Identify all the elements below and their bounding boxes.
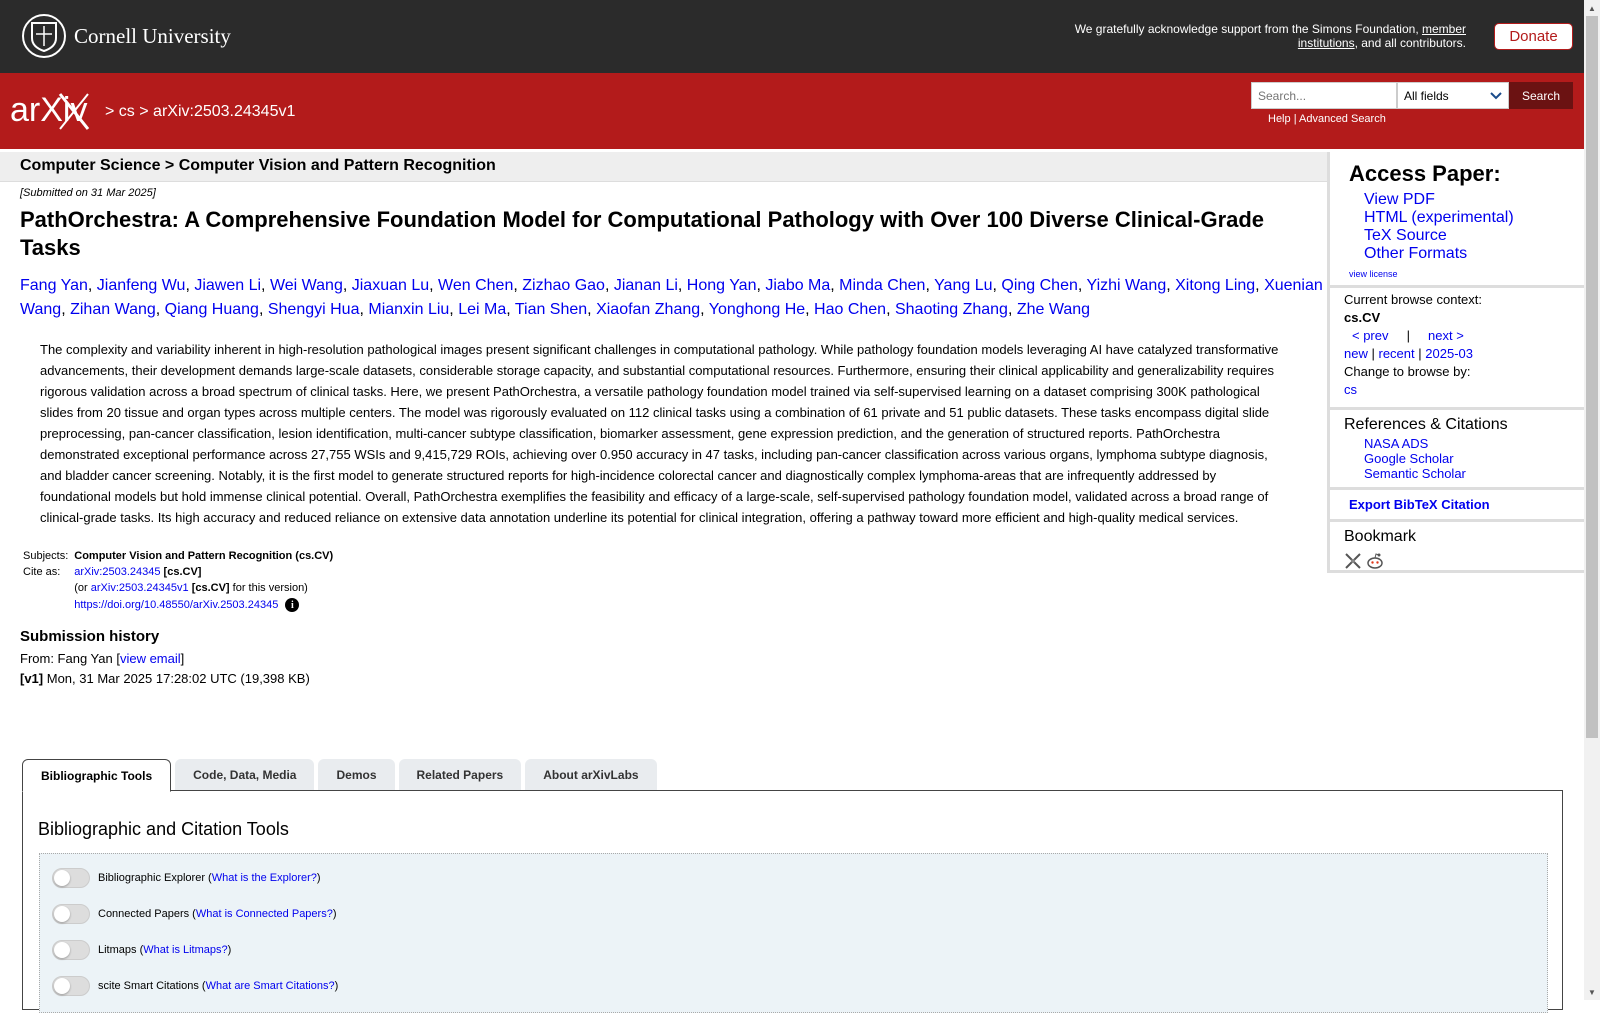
- author-link[interactable]: Shengyi Hua: [267, 301, 360, 318]
- chevron-down-icon: [1490, 89, 1502, 103]
- browse-cs-link[interactable]: cs: [1344, 382, 1357, 397]
- scroll-down-arrow-icon[interactable]: ▼: [1588, 987, 1596, 997]
- metadata-table: Subjects: Computer Vision and Pattern Recognition (cs.CV) Cite as: arXiv:2503.24345 [cs.CV] (or arXiv:2503.24345v1 [cs.CV] for this version) https://doi.org/10.48550/arXiv.2503.24345 i: [20, 548, 336, 614]
- scroll-up-arrow-icon[interactable]: ▲: [1588, 3, 1596, 13]
- author-link[interactable]: Zhe Wang: [1016, 301, 1091, 318]
- author-link[interactable]: Xuenian Wang: [20, 277, 1323, 318]
- author-link[interactable]: Yizhi Wang: [1086, 277, 1167, 294]
- tool-explorer: Bibliographic Explorer ( What is the Explorer? ): [52, 868, 321, 888]
- scroll-thumb[interactable]: [1586, 16, 1598, 738]
- explorer-info-link[interactable]: What is the Explorer?: [211, 872, 317, 884]
- cornell-logo[interactable]: [22, 14, 231, 58]
- author-link[interactable]: Jianfeng Wu: [96, 277, 186, 294]
- author-link[interactable]: Hong Yan: [686, 277, 757, 294]
- new-link[interactable]: new: [1344, 346, 1368, 361]
- bookmark-section: [1330, 522, 1584, 579]
- tool-scite: scite Smart Citations ( What are Smart Citations? ): [52, 976, 338, 996]
- browse-context-section: Current browse context: cs.CV < prev | next > new | recent | 2025-03 Change to browse by: cs: [1330, 288, 1584, 410]
- cornell-name: Cornell University: [74, 23, 231, 48]
- cite-version-link[interactable]: arXiv:2503.24345v1: [90, 582, 189, 594]
- refs-heading: References & Citations: [1344, 416, 1508, 433]
- tools-box: [39, 853, 1548, 1013]
- advanced-search-link[interactable]: Advanced Search: [1299, 113, 1386, 125]
- author-link[interactable]: Tian Shen: [514, 301, 588, 318]
- prev-link[interactable]: < prev: [1352, 328, 1389, 343]
- access-heading: Access Paper:: [1349, 161, 1501, 186]
- tab-related-papers[interactable]: Related Papers: [399, 759, 522, 790]
- author-link[interactable]: Jianan Li: [613, 277, 678, 294]
- tool-litmaps: Litmaps ( What is Litmaps? ): [52, 940, 231, 960]
- search-input[interactable]: [1251, 82, 1397, 109]
- author-link[interactable]: Shaoting Zhang: [894, 301, 1008, 318]
- help-links: Help | Advanced Search: [1268, 113, 1386, 125]
- author-link[interactable]: Minda Chen: [839, 277, 926, 294]
- cite-label: Cite as:: [23, 566, 61, 578]
- help-link[interactable]: Help: [1268, 113, 1291, 125]
- institution-bar: [0, 0, 1584, 73]
- references-section: [1330, 410, 1584, 490]
- scite-info-link[interactable]: What are Smart Citations?: [205, 980, 335, 992]
- breadcrumb-paper-id: arXiv:2503.24345v1: [153, 103, 296, 120]
- author-link[interactable]: Zizhao Gao: [522, 277, 605, 294]
- submission-date: [Submitted on 31 Mar 2025]: [20, 187, 156, 199]
- author-link[interactable]: Wei Wang: [269, 277, 343, 294]
- cite-link[interactable]: arXiv:2503.24345: [74, 566, 161, 578]
- view-pdf-link[interactable]: View PDF: [1364, 191, 1435, 208]
- author-link[interactable]: Yonghong He: [708, 301, 806, 318]
- breadcrumb-cs[interactable]: cs: [118, 103, 135, 120]
- tool-connected-papers: Connected Papers ( What is Connected Papers? ): [52, 904, 337, 924]
- breadcrumb: > cs > arXiv:2503.24345v1: [105, 103, 296, 120]
- arxiv-header: [0, 73, 1584, 149]
- author-link[interactable]: Lei Ma: [458, 301, 507, 318]
- tab-code-data-media[interactable]: Code, Data, Media: [175, 759, 314, 790]
- html-link[interactable]: HTML (experimental): [1364, 209, 1514, 226]
- connected-papers-toggle[interactable]: [52, 904, 90, 924]
- paper-main: [20, 186, 1323, 689]
- author-link[interactable]: Xitong Ling: [1175, 277, 1256, 294]
- author-link[interactable]: Yang Lu: [934, 277, 993, 294]
- connected-papers-info-link[interactable]: What is Connected Papers?: [195, 908, 333, 920]
- sidebar: [1327, 152, 1584, 573]
- author-link[interactable]: Mianxin Liu: [368, 301, 450, 318]
- bibtex-section: [1330, 490, 1584, 522]
- next-link[interactable]: next >: [1428, 328, 1464, 343]
- tab-about-arxivlabs[interactable]: About arXivLabs: [525, 759, 656, 790]
- google-scholar-link[interactable]: Google Scholar: [1364, 451, 1454, 466]
- litmaps-info-link[interactable]: What is Litmaps?: [143, 944, 228, 956]
- tab-demos[interactable]: Demos: [318, 759, 394, 790]
- author-link[interactable]: Jiawen Li: [194, 277, 262, 294]
- category-heading: Computer Science > Computer Vision and Pattern Recognition: [0, 152, 1328, 182]
- browse-context: cs.CV: [1344, 310, 1381, 325]
- version-date: Mon, 31 Mar 2025 17:28:02 UTC (19,398 KB): [46, 671, 310, 686]
- doi-link[interactable]: https://doi.org/10.48550/arXiv.2503.24345: [74, 598, 279, 611]
- access-paper-section: [1330, 152, 1584, 288]
- export-bibtex-link[interactable]: Export BibTeX Citation: [1349, 497, 1490, 512]
- scite-toggle[interactable]: [52, 976, 90, 996]
- bookmark-heading: Bookmark: [1344, 528, 1417, 545]
- submission-history-heading: Submission history: [20, 628, 160, 645]
- search-field-select[interactable]: All fields: [1397, 82, 1509, 109]
- abstract: The complexity and variability inherent in high-resolution pathological images present significant challenges in computational pathology. While pathology foundation models leveraging AI have catalyzed transformative advancements, their development demands large-scale datasets, considerable storage capacity, and substantial computational resources. Furthermore, ensuring their clinical applicability and generalizability requires rigorous validation across a broad spectrum of clinical tasks. Here, we present PathOrchestra, a versatile pathology foundation model trained via self-supervised learning on a dataset comprising 300K pathological slides from 20 tissue and organ types across multiple centers. The model was rigorously evaluated on 112 clinical tasks using a combination of 61 private and 51 public datasets. These tasks encompass digital slide preprocessing, pan-cancer classification, lesion identification, multi-cancer subtype classification, biomarker assessment, gene expression prediction, and the generation of structured reports. PathOrchestra demonstrated exceptional performance across 27,755 WSIs and 9,415,729 ROIs, achieving over 0.950 accuracy in 47 tasks, including pan-cancer classification across various organs, lymphoma subtype diagnosis, and bladder cancer screening. Notably, it is the first model to generate structured reports for high-incidence colorectal cancer and diagnostically complex lymphoma-areas that are infrequently addressed by foundational models but hold immense clinical potential. Overall, PathOrchestra exemplifies the feasibility and efficacy of a large-scale, self-supervised pathology foundation model, validated across a broad range of clinical-grade tasks. Its high accuracy and reduced reliance on extensive data annotation underline its potential for clinical integration, offering a pathway toward more efficient and high-quality medical services.: [40, 342, 1279, 525]
- author-list: Fang Yan, Jianfeng Wu, Jiawen Li, Wei Wang, Jiaxuan Lu, Wen Chen, Zizhao Gao, Jianan Li, Hong Yan, Jiabo Ma, Minda Chen, Yang Lu, Qing Chen, Yizhi Wang, Xitong Ling, Xuenian Wang, Zihan Wang, Qiang Huang, Shengyi Hua, Mianxin Liu, Lei Ma, Tian Shen, Xiaofan Zhang, Yonghong He, Hao Chen, Shaoting Zhang, Zhe Wang: [20, 277, 1323, 318]
- support-text: We gratefully acknowledge support from the Simons Foundation, member institutions, and all contributors.: [1074, 22, 1466, 50]
- author-link[interactable]: Jiabo Ma: [765, 277, 831, 294]
- svg-text:arXiv: arXiv: [10, 91, 88, 129]
- paper-title: PathOrchestra: A Comprehensive Foundation Model for Computational Pathology with Over 100 Diverse Clinical-Grade Tasks: [20, 207, 1265, 260]
- author-link[interactable]: Xiaofan Zhang: [596, 301, 701, 318]
- page-scrollbar[interactable]: [1584, 0, 1600, 1000]
- litmaps-toggle[interactable]: [52, 940, 90, 960]
- bibsonomy-icon[interactable]: [1344, 552, 1362, 575]
- submission-history: From: Fang Yan [view email] [v1] Mon, 31 Mar 2025 17:28:02 UTC (19,398 KB): [20, 651, 310, 686]
- cornell-seal-icon: [22, 14, 66, 58]
- author-link[interactable]: Jiaxuan Lu: [351, 277, 430, 294]
- info-icon[interactable]: i: [285, 598, 299, 612]
- donate-button[interactable]: Donate: [1494, 23, 1573, 50]
- recent-link[interactable]: recent: [1378, 346, 1415, 361]
- semantic-scholar-link[interactable]: Semantic Scholar: [1364, 466, 1466, 481]
- author-link[interactable]: Wen Chen: [438, 277, 514, 294]
- arxiv-logo[interactable]: [10, 91, 102, 136]
- reddit-icon[interactable]: [1366, 552, 1384, 575]
- view-email-link[interactable]: view email: [119, 651, 181, 666]
- author-link[interactable]: Qing Chen: [1001, 277, 1078, 294]
- labs-tabs: [22, 759, 661, 792]
- nasa-ads-link[interactable]: NASA ADS: [1364, 436, 1429, 451]
- subjects-value: Computer Vision and Pattern Recognition (cs.CV): [74, 550, 334, 562]
- search-button[interactable]: Search: [1509, 82, 1573, 109]
- month-link[interactable]: 2025-03: [1425, 346, 1473, 361]
- version-label: [v1]: [20, 671, 44, 686]
- other-formats-link[interactable]: Other Formats: [1364, 245, 1468, 262]
- author-link[interactable]: Qiang Huang: [164, 301, 259, 318]
- member-institutions-link[interactable]: member institutions: [1297, 22, 1466, 50]
- subjects-label: Subjects:: [23, 550, 69, 562]
- author-link[interactable]: Zihan Wang: [70, 301, 156, 318]
- tab-panel: [22, 790, 1563, 1010]
- author-link[interactable]: Hao Chen: [814, 301, 887, 318]
- tools-heading: Bibliographic and Citation Tools: [38, 819, 289, 839]
- view-license-link[interactable]: view license: [1349, 269, 1398, 279]
- author-link[interactable]: Fang Yan: [20, 277, 88, 294]
- tab-bibliographic-tools[interactable]: Bibliographic Tools: [22, 759, 171, 792]
- tex-source-link[interactable]: TeX Source: [1364, 227, 1447, 244]
- explorer-toggle[interactable]: [52, 868, 90, 888]
